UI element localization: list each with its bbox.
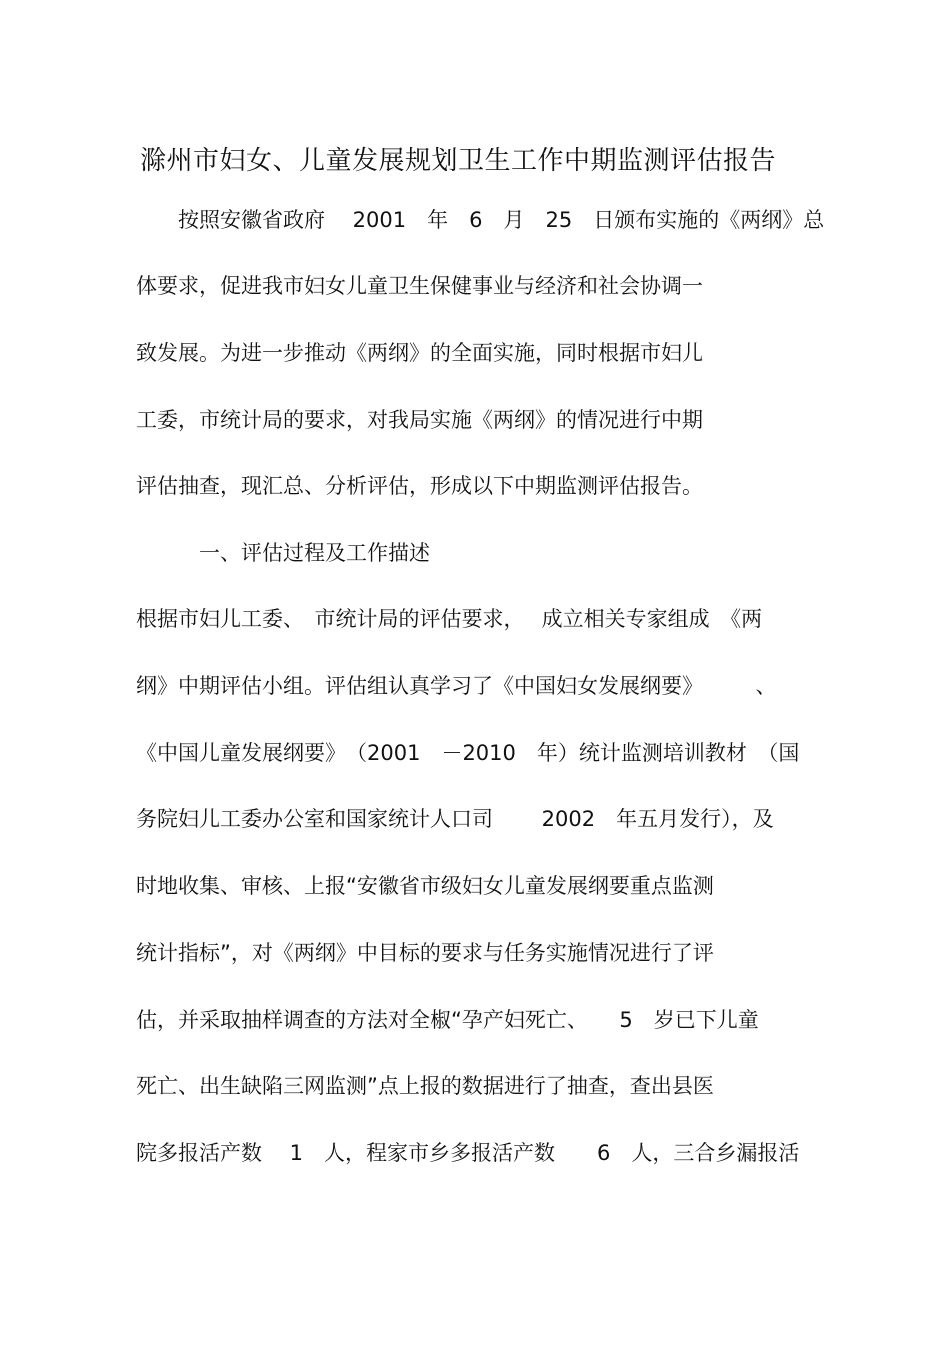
paragraph-2-line-9: 院多报活产数 1 人，程家市乡多报活产数 6 人，三合乡漏报活 [136,1141,800,1165]
paragraph-2-line-3: 《中国儿童发展纲要》 （2001 －2010 年）统计监测培训教材 （国 [136,741,800,765]
section-heading: 一、评估过程及工作描述 [136,541,430,565]
paragraph-2-line-4: 务院妇儿工委办公室和国家统计人口司 2002 年五月发行），及 [136,807,774,831]
paragraph-2-line-6: 统计指标”，对《两纲》中目标的要求与任务实施情况进行了评 [136,941,714,965]
paragraph-2-line-7: 估，并采取抽样调查的方法对全椒“孕产妇死亡、 5 岁已下儿童 [136,1008,759,1032]
paragraph-1-line-3: 致发展。为进一步推动《两纲》的全面实施，同时根据市妇儿 [136,341,703,365]
paragraph-1-line-5: 评估抽查，现汇总、分析评估，形成以下中期监测评估报告。 [136,474,703,498]
paragraph-2-line-8: 死亡、出生缺陷三网监测”点上报的数据进行了抽查，查出县医 [136,1074,714,1098]
paragraph-1-line-2: 体要求，促进我市妇女儿童卫生保健事业与经济和社会协调一 [136,274,703,298]
document-title: 滁州市妇女、儿童发展规划卫生工作中期监测评估报告 [140,146,777,176]
paragraph-1-line-1: 按照安徽省政府 2001 年 6 月 25 日颁布实施的《两纲》总 [136,208,825,232]
paragraph-2-line-5: 时地收集、审核、上报“安徽省市级妇女儿童发展纲要重点监测 [136,874,714,898]
paragraph-1-line-4: 工委，市统计局的要求，对我局实施《两纲》的情况进行中期 [136,408,703,432]
paragraph-2-line-2: 纲》中期评估小组。评估组认真学习了《中国妇女发展纲要》 、 [136,674,777,698]
paragraph-2-line-1: 根据市妇儿工委、 市统计局的评估要求， 成立相关专家组成 《两 [136,607,763,631]
